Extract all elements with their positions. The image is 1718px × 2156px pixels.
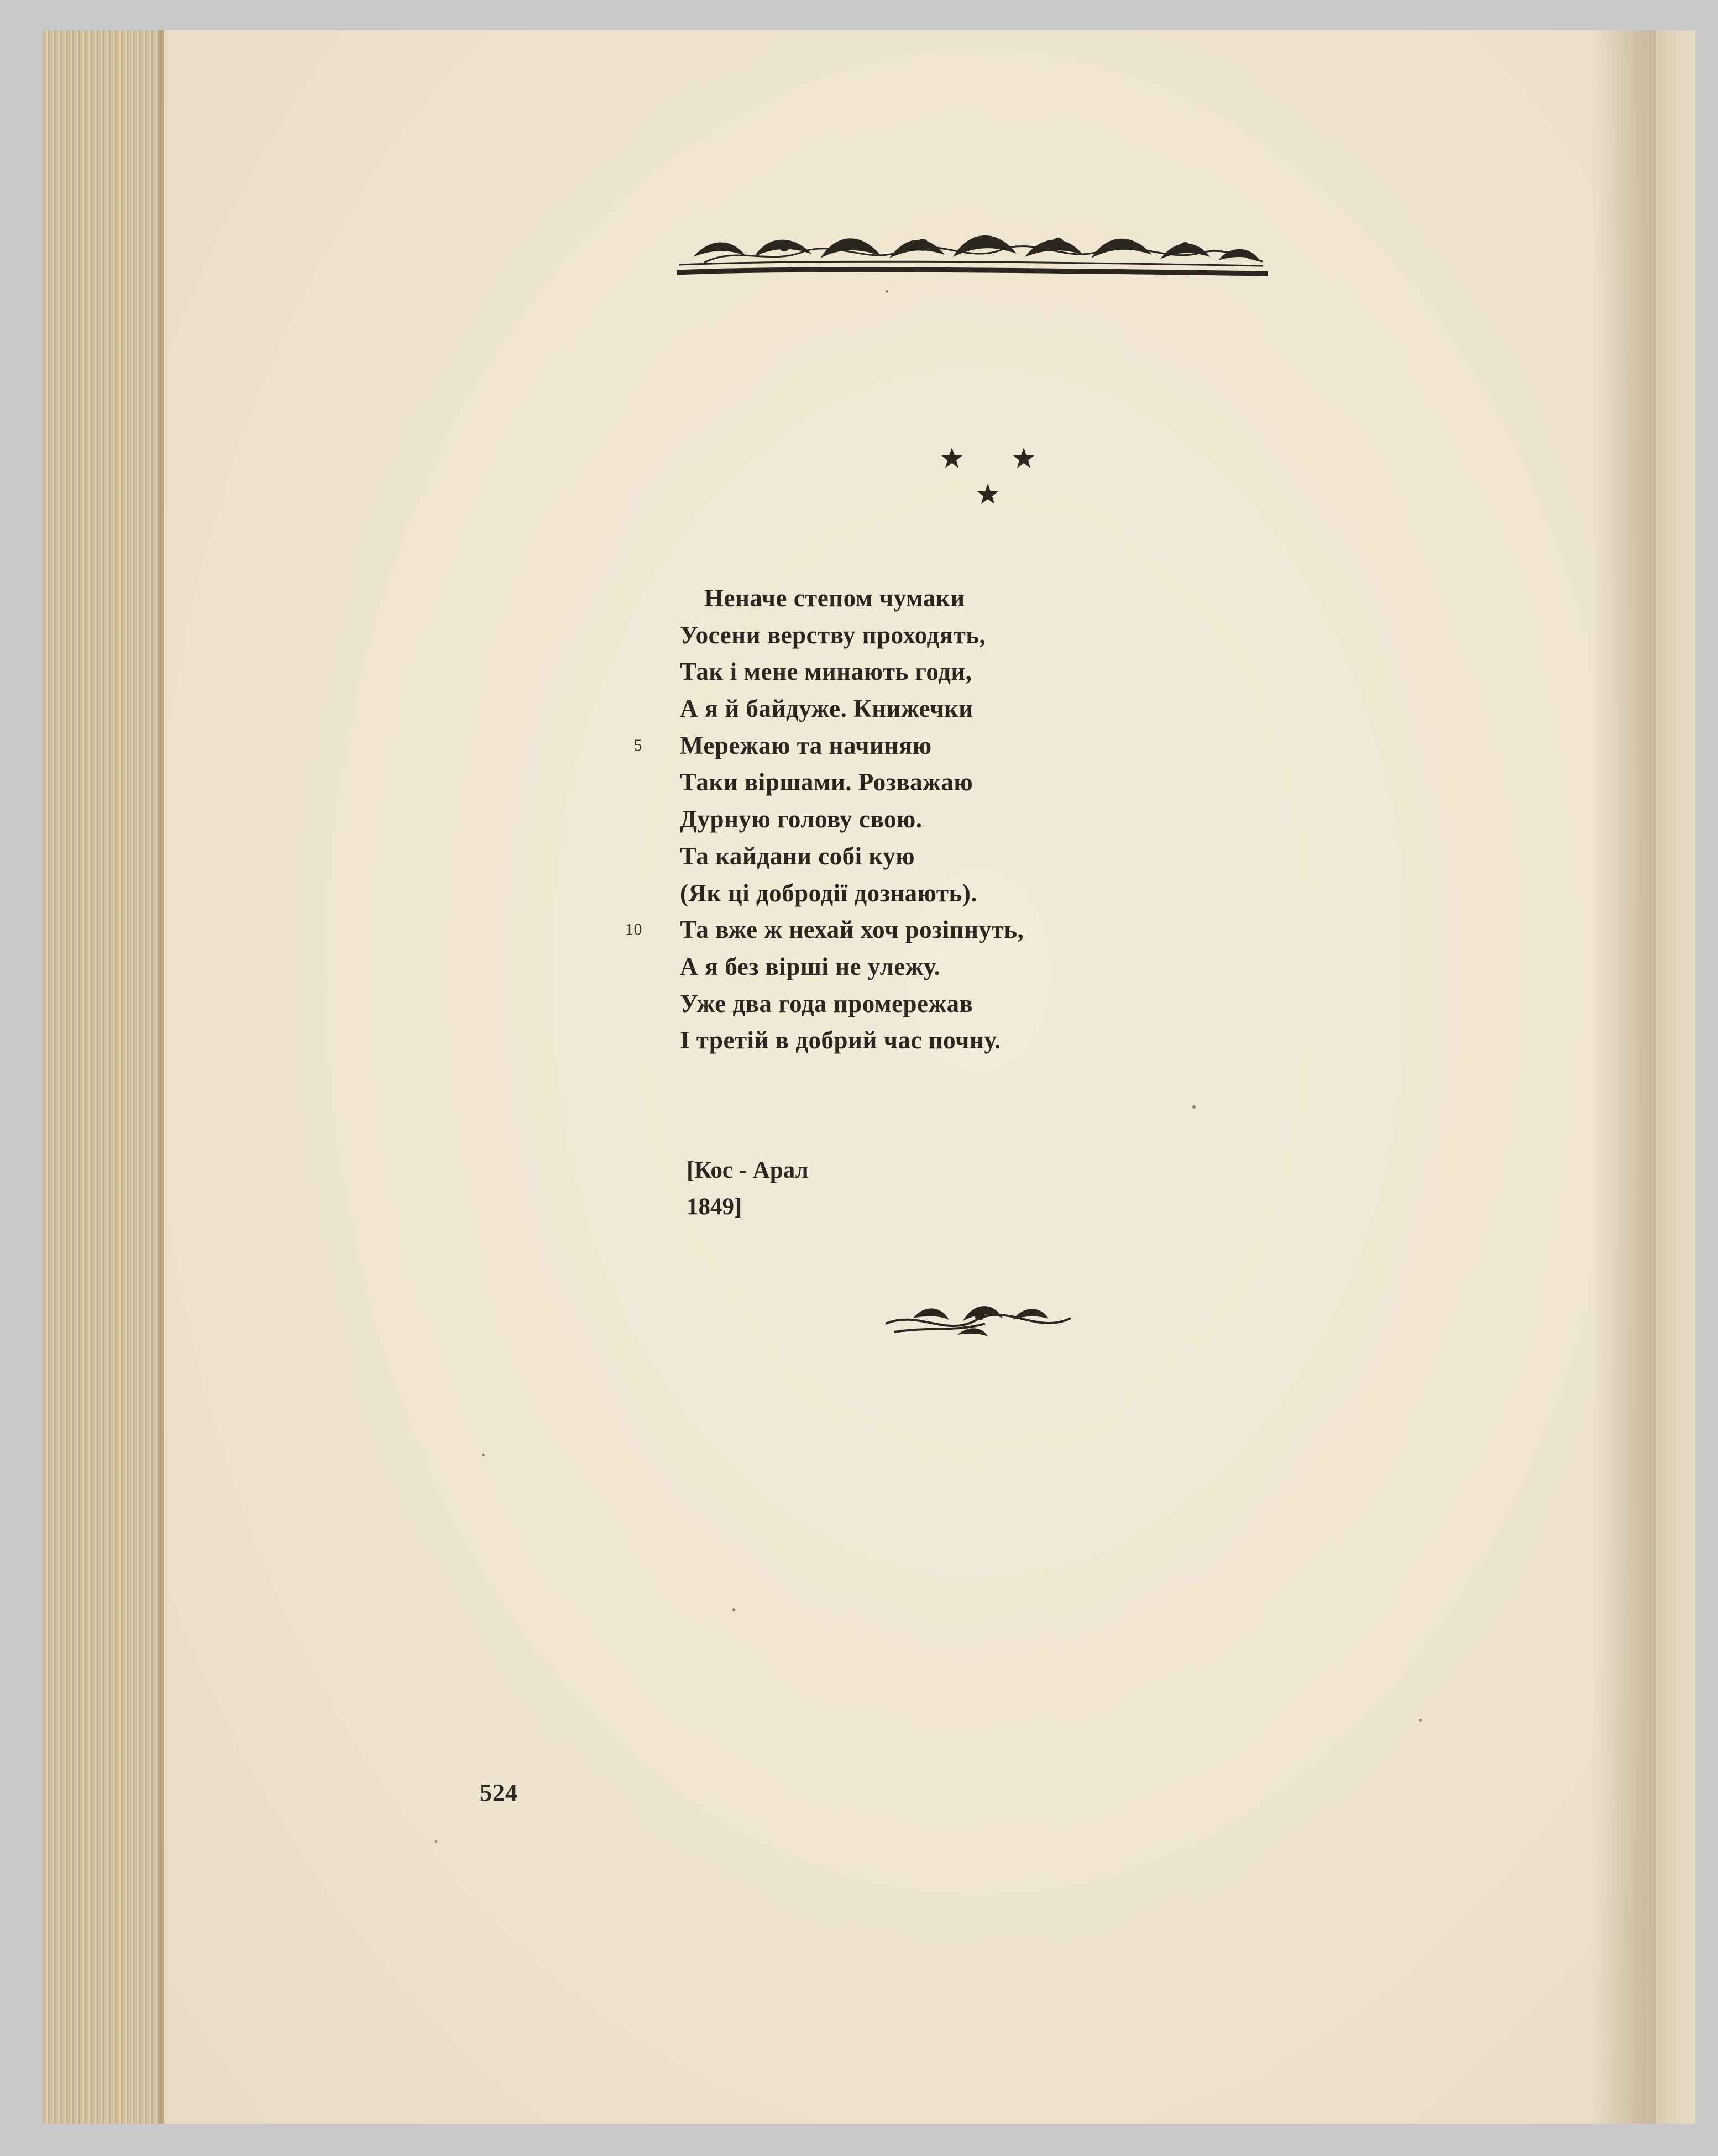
line-number: 10 — [625, 920, 642, 939]
verse-line — [633, 727, 1343, 764]
top-floral-ornament — [671, 213, 1275, 287]
dateline-place: [Кос - Арал — [687, 1157, 809, 1183]
verse-line — [680, 801, 1343, 838]
paper-speck — [732, 1608, 735, 1611]
verse-line — [680, 690, 1343, 727]
verse-text: А я й байдуже. Книжечки — [680, 695, 973, 723]
dateline-year: 1849] — [687, 1194, 742, 1220]
verse-line — [680, 838, 1343, 875]
verse-line — [680, 875, 1343, 912]
verse-text: А я без вірші не улежу. — [680, 952, 941, 980]
page-edges — [43, 30, 164, 2124]
verse-text: Дурную голову свою. — [680, 805, 923, 833]
verse-text: Так і мене минають годи, — [680, 658, 972, 686]
verse-text: І третій в добрий час почну. — [680, 1026, 1001, 1055]
paper-speck — [1192, 1105, 1196, 1109]
paper-speck — [1419, 1719, 1422, 1722]
bottom-floral-ornament — [880, 1293, 1076, 1346]
verse-line — [680, 985, 1343, 1022]
verse-line — [680, 653, 1343, 690]
verse-text: Та кайдани собі кую — [680, 842, 915, 870]
asterism-separator — [927, 437, 1049, 520]
verse-text: Та вже ж нехай хоч розіпнуть, — [680, 916, 1024, 944]
paper-speck — [435, 1840, 437, 1843]
line-number: 5 — [633, 736, 642, 754]
dateline — [687, 1152, 809, 1225]
facing-page-edge — [1656, 30, 1695, 2124]
verse-line — [680, 617, 1343, 654]
verse-line — [680, 1022, 1343, 1059]
paper-speck — [886, 290, 888, 293]
page-number: 524 — [480, 1779, 518, 1806]
verse-text: Мережаю та начиняю — [680, 731, 932, 759]
verse-text: Уже два года промережав — [680, 989, 973, 1017]
verse-line — [680, 764, 1343, 801]
fold-shadow — [1590, 30, 1657, 2124]
verse-text: Неначе степом чумаки — [704, 584, 965, 612]
verse-line — [625, 911, 1343, 948]
book-page — [164, 30, 1646, 2124]
verse-line — [680, 948, 1343, 985]
verse-text: Таки віршами. Розважаю — [680, 768, 973, 796]
verse-text: Уосени верству проходять, — [680, 621, 986, 649]
poem-stanza — [625, 580, 1343, 1059]
book-scan — [43, 30, 1695, 2124]
paper-speck — [482, 1454, 485, 1456]
verse-text: (Як ці добродії дознають). — [680, 879, 978, 907]
verse-line — [680, 580, 1343, 617]
